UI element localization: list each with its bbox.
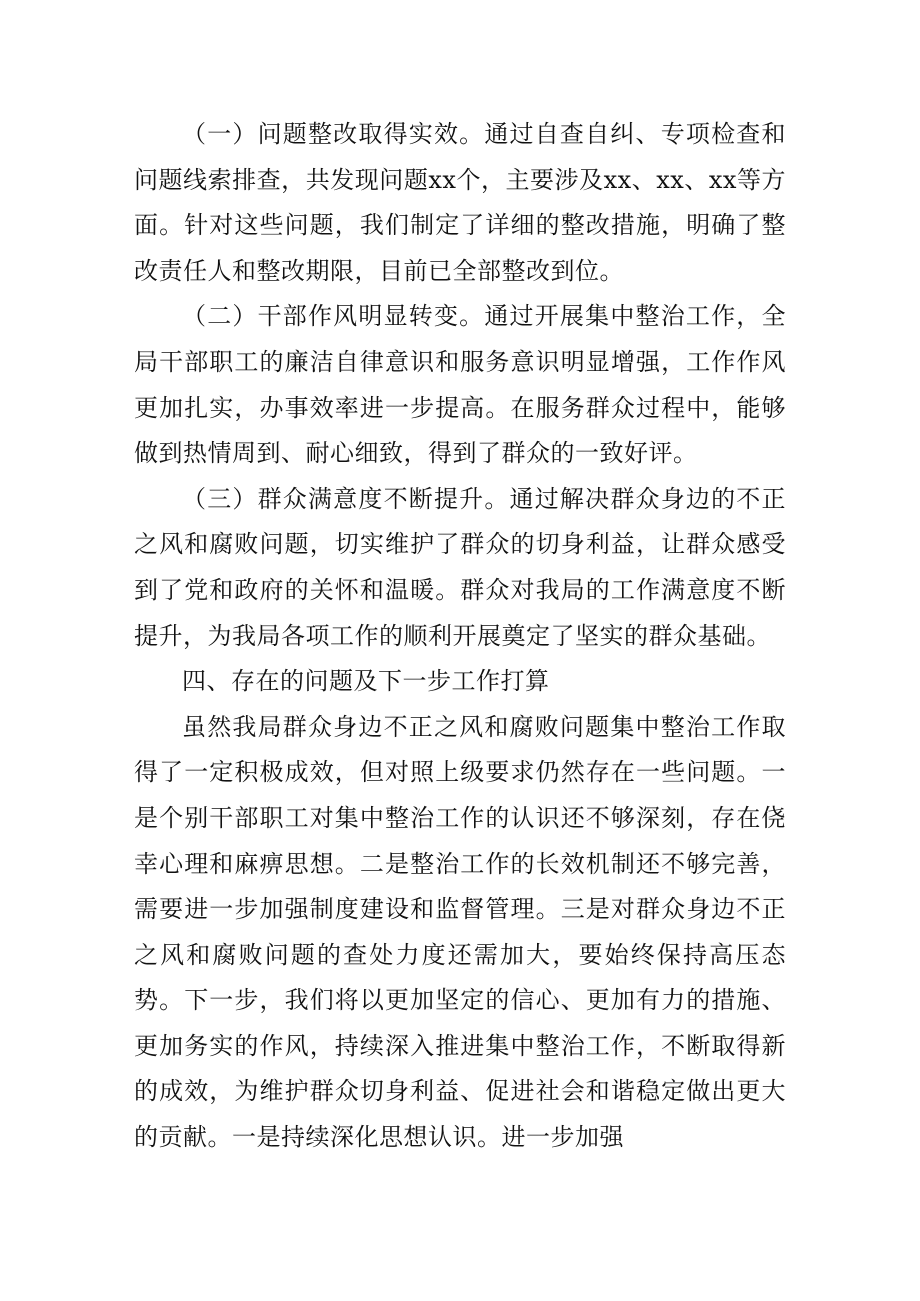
paragraph-public-satisfaction: （三）群众满意度不断提升。通过解决群众身边的不正之风和腐败问题，切实维护了群众的切身利益，让群众感受到了党和政府的关怀和温暖。群众对我局的工作满意度不断提升，为我局各项工作的顺利开展奠定了坚实的群众基础。 [134,484,786,650]
document-body [134,112,786,1161]
section-heading: 四、存在的问题及下一步工作打算 [182,667,550,696]
paragraph-existing-problems: 虽然我局群众身边不正之风和腐败问题集中整治工作取得了一定积极成效，但对照上级要求仍然存在一些问题。一是个别干部职工对集中整治工作的认识还不够深刻，存在侥幸心理和麻痹思想。二是整治工作的长效机制还不够完善，需要进一步加强制度建设和监督管理。三是对群众身边不正之风和腐败问题的查处力度还需加大，要始终保持高压态势。下一步，我们将以更加坚定的信心、更加有力的措施、更加务实的作风，持续深入推进集中整治工作，不断取得新的成效，为维护群众切身利益、促进社会和谐稳定做出更大的贡献。一是持续深化思想认识。进一步加强 [134,712,786,1152]
paragraph-cadre-style: （二）干部作风明显转变。通过开展集中整治工作，全局干部职工的廉洁自律意识和服务意识明显增强，工作作风更加扎实，办事效率进一步提高。在服务群众过程中，能够做到热情周到、耐心细致，得到了群众的一致好评。 [134,302,786,468]
paragraph-problem-rectification: （一）问题整改取得实效。通过自查自纠、专项检查和问题线索排查，共发现问题xx个，主要涉及xx、xx、xx等方面。针对这些问题，我们制定了详细的整改措施，明确了整改责任人和整改期限，目前已全部整改到位。 [134,120,786,285]
